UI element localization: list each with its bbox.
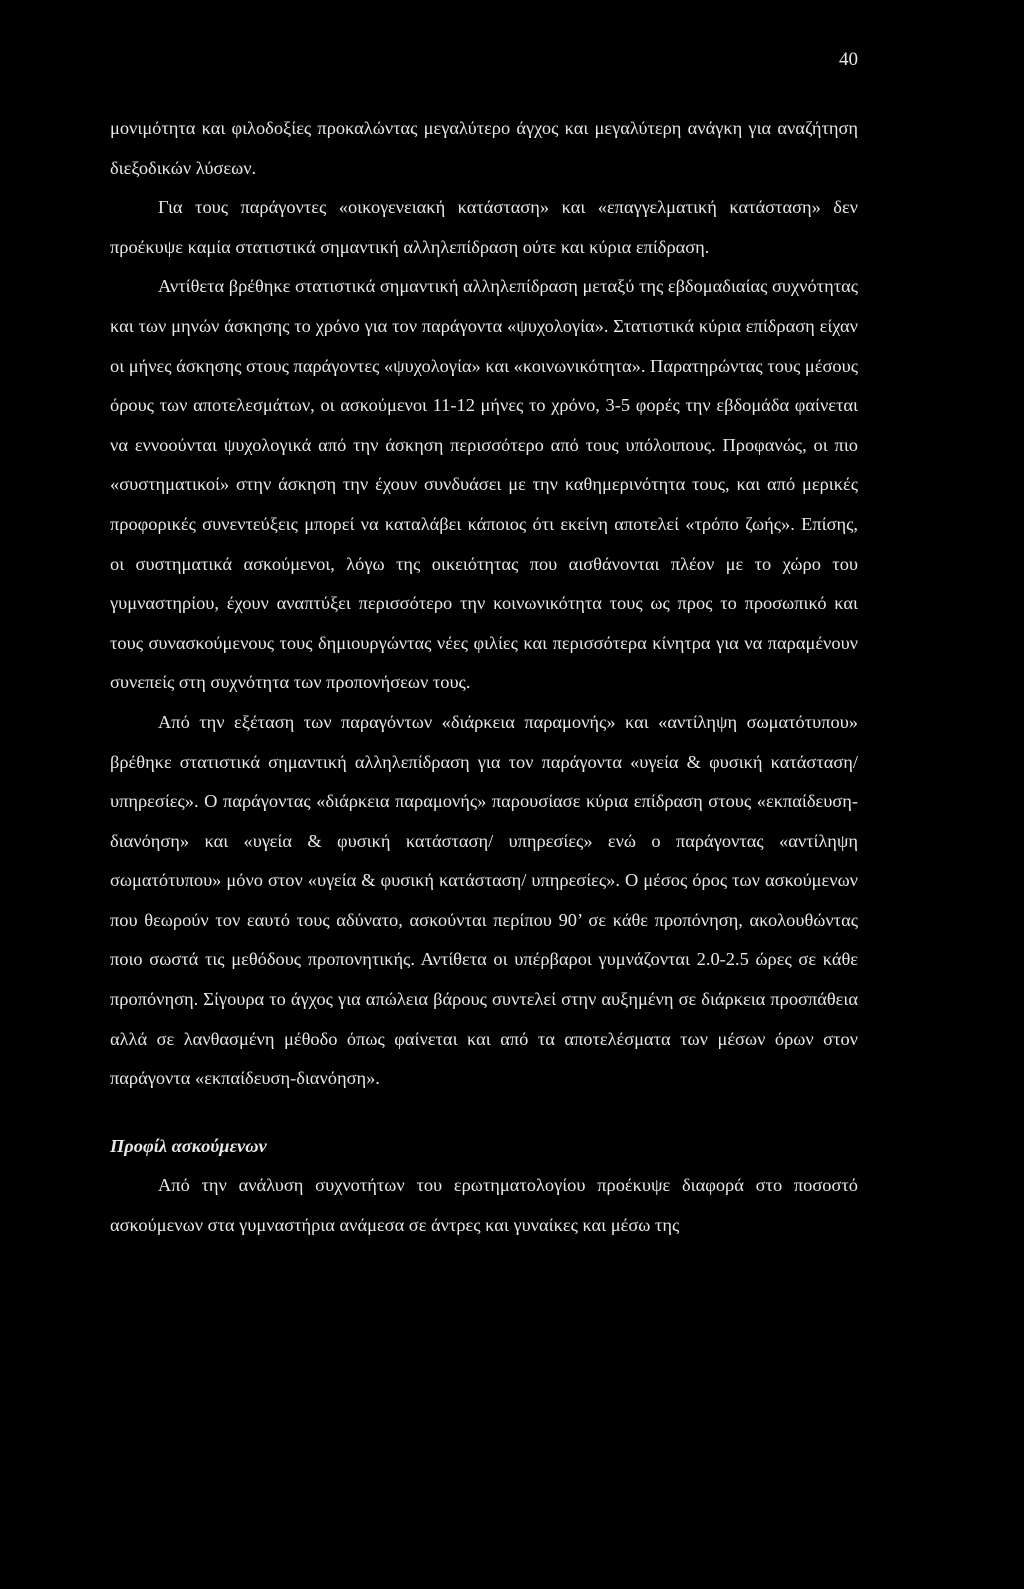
section-heading: Προφίλ ασκούμενων	[110, 1135, 267, 1156]
paragraph-4: Από την εξέταση των παραγόντων «διάρκεια παραμονής» και «αντίληψη σωματότυπου» βρέθηκε στατιστικά σημαντική αλληλεπίδραση για τον παράγοντα «υγεία & φυσική κατάσταση/ υπηρεσίες». Ο παράγοντας «διάρκεια παραμονής» παρουσίασε κύρια επίδραση στους «εκπαίδευση-διανόηση» και «υγεία & φυσική κατάσταση/ υπηρεσίες» ενώ ο παράγοντας «αντίληψη σωματότυπου» μόνο στον «υγεία & φυσική κατάσταση/ υπηρεσίες». Ο μέσος όρος των ασκούμενων που θεωρούν τον εαυτό τους αδύνατο, ασκούνται περίπου 90’ σε κάθε προπόνηση, ακολουθώντας ποιο σωστά τις μεθόδους προπονητικής. Αντίθετα οι υπέρβαροι γυμνάζονται 2.0-2.5 ώρες σε κάθε προπόνηση. Σίγουρα το άγχος για απώλεια βάρους συντελεί στην αυξημένη σε διάρκεια προσπάθεια αλλά σε λανθασμένη μέθοδο όπως φαίνεται και από τα αποτελέσματα των μέσων όρων στον παράγοντα «εκπαίδευση-διανόηση».	[110, 711, 858, 1089]
paragraph-2: Για τους παράγοντες «οικογενειακή κατάσταση» και «επαγγελματική κατάσταση» δεν προέκυψε καμία στατιστικά σημαντική αλληλεπίδραση ούτε και κύρια επίδραση.	[110, 197, 858, 257]
section-paragraph-1: Από την ανάλυση συχνοτήτων του ερωτηματολογίου προέκυψε διαφορά στο ποσοστό ασκούμενων στα γυμναστήρια ανάμεσα σε άντρες και γυναίκες και μέσω της	[110, 1175, 858, 1236]
paragraph-3: Αντίθετα βρέθηκε στατιστικά σημαντική αλληλεπίδραση μεταξύ της εβδομαδιαίας συχνότητας και των μηνών άσκησης το χρόνο για τον παράγοντα «ψυχολογία». Στατιστικά κύρια επίδραση είχαν οι μήνες άσκησης στους παράγοντες «ψυχολογία» και «κοινωνικότητα». Παρατηρώντας τους μέσους όρους των αποτελεσμάτων, οι ασκούμενοι 11-12 μήνες το χρόνο, 3-5 φορές την εβδομάδα φαίνεται να εννοούνται ψυχολογικά από την άσκηση περισσότερο από τους υπόλοιπους. Προφανώς, οι πιο «συστηματικοί» στην άσκηση την έχουν συνδυάσει με την καθημερινότητα τους, και από μερικές προφορικές συνεντεύξεις μπορεί να καταλάβει κάποιος ότι εκείνη αποτελεί «τρόπο ζωής». Επίσης, οι συστηματικά ασκούμενοι, λόγω της οικειότητας που αισθάνονται πλέον με το χώρο του γυμναστηρίου, έχουν αναπτύξει περισσότερο την κοινωνικότητα τους ως προς το προσωπικό και τους συνασκούμενους τους δημιουργώντας νέες φιλίες και περισσότερα κίνητρα για να παραμένουν συνεπείς στη συχνότητα των προπονήσεων τους.	[110, 276, 858, 693]
page-number: 40	[839, 49, 858, 70]
body-text	[110, 109, 858, 1246]
paragraph-1: μονιμότητα και φιλοδοξίες προκαλώντας μεγαλύτερο άγχος και μεγαλύτερη ανάγκη για αναζήτηση διεξοδικών λύσεων.	[110, 118, 858, 178]
